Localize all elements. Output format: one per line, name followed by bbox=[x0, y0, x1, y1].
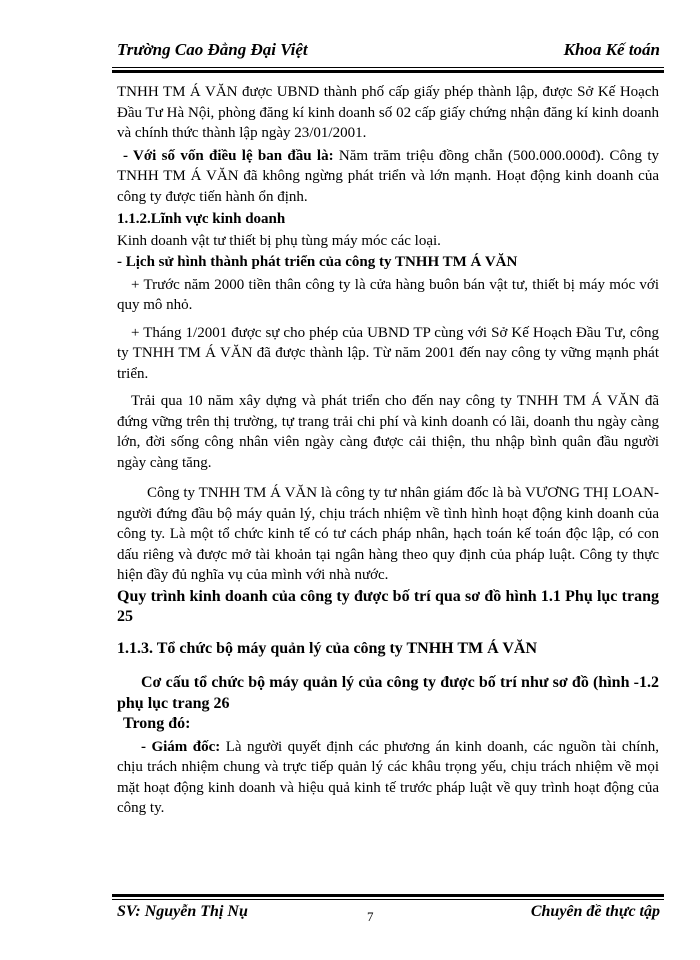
paragraph-structure-diagram: Cơ cấu tổ chức bộ máy quản lý của công ty được bố trí như sơ đồ (hình -1.2 phụ lục trang 26 bbox=[117, 674, 659, 712]
label-in-which: Trong đó: bbox=[123, 715, 191, 732]
page-footer bbox=[117, 903, 660, 927]
paragraph-capital-text: Năm trăm triệu đồng chẵn (500.000.000đ). Công ty TNHH TM Á VĂN đã không ngừng phát triển và lớn mạnh. Hoạt động kinh doanh của công ty được tiến hành ổn định. bbox=[117, 147, 659, 205]
document-body bbox=[117, 82, 659, 819]
paragraph-capital-label: - Với số vốn điều lệ ban đầu là: bbox=[123, 147, 334, 164]
paragraph-capital bbox=[117, 146, 659, 208]
page-number: 7 bbox=[367, 909, 374, 924]
header-school-name: Trường Cao Đẳng Đại Việt bbox=[117, 40, 308, 59]
footer-student-name: SV: Nguyễn Thị Nụ bbox=[117, 903, 248, 920]
footer-rule-thick bbox=[112, 894, 664, 897]
director-label: - Giám đốc: bbox=[141, 738, 221, 755]
paragraph-director-role bbox=[117, 737, 659, 819]
paragraph-history-2001: + Tháng 1/2001 được sự cho phép của UBND TP cùng với Sở Kế Hoạch Đầu Tư, công ty TNHH TM Á VĂN đã được thành lập. Từ năm 2001 đến nay công ty vững mạnh phát triển. bbox=[117, 324, 659, 382]
footer-rule-thin bbox=[112, 899, 664, 900]
paragraph-establishment: TNHH TM Á VĂN được UBND thành phố cấp giấy phép thành lập, được Sở Kế Hoạch Đầu Tư Hà Nội, phòng đăng kí kinh doanh số 02 cấp giấy chứng nhận đăng kí kinh doanh và chính thức thành lập ngày 23/01/2001. bbox=[117, 84, 659, 141]
heading-history: - Lịch sử hình thành phát triển của công ty TNHH TM Á VĂN bbox=[117, 254, 518, 270]
page-header bbox=[117, 40, 660, 66]
paragraph-company-director: Công ty TNHH TM Á VĂN là công ty tư nhân giám đốc là bà VƯƠNG THỊ LOAN- người đứng đầu bộ máy quản lý, chịu trách nhiệm về tình hình hoạt động kinh doanh của công ty. Là một tổ chức kinh tế có tư cách pháp nhân, hạch toán kế toán độc lập, có con dấu riêng và được mở tài khoản tại ngân hàng theo quy định của pháp luật. Công ty thực hiện đầy đủ nghĩa vụ của mình với nhà nước. bbox=[117, 485, 659, 583]
header-rule-thick bbox=[112, 70, 664, 73]
header-department: Khoa Kế toán bbox=[563, 40, 660, 59]
footer-report-type: Chuyên đề thực tập bbox=[530, 903, 660, 920]
heading-business-field: 1.1.2.Lĩnh vực kinh doanh bbox=[117, 211, 286, 227]
header-rule-thin bbox=[112, 67, 664, 68]
director-text: Là người quyết định các phương án kinh doanh, các nguồn tài chính, chịu trách nhiệm chung và trực tiếp quản lý các khâu trọng yếu, chịu trách nhiệm về mọi mặt hoạt động kinh doanh và hiệu quả kinh tế trước pháp luật về quy trình hoạt động của công ty. bbox=[117, 738, 659, 816]
paragraph-ten-years: Trải qua 10 năm xây dựng và phát triển cho đến nay công ty TNHH TM Á VĂN đã đứng vững trên thị trường, tự trang trải chi phí và kinh doanh có lãi, doanh thu ngày càng lớn, đời sống công nhân viên ngày càng được cải thiện, thu nhập bình quân đầu người ngày càng tăng. bbox=[117, 393, 659, 471]
heading-management-structure: 1.1.3. Tổ chức bộ máy quản lý của công ty TNHH TM Á VĂN bbox=[117, 639, 538, 657]
paragraph-history-before-2000: + Trước năm 2000 tiền thân công ty là cửa hàng buôn bán vật tư, thiết bị máy móc với quy mô nhỏ. bbox=[117, 276, 659, 313]
paragraph-business-field: Kinh doanh vật tư thiết bị phụ tùng máy móc các loại. bbox=[117, 232, 441, 249]
paragraph-business-process: Quy trình kinh doanh của công ty được bố trí qua sơ đồ hình 1.1 Phụ lục trang 25 bbox=[117, 587, 659, 625]
